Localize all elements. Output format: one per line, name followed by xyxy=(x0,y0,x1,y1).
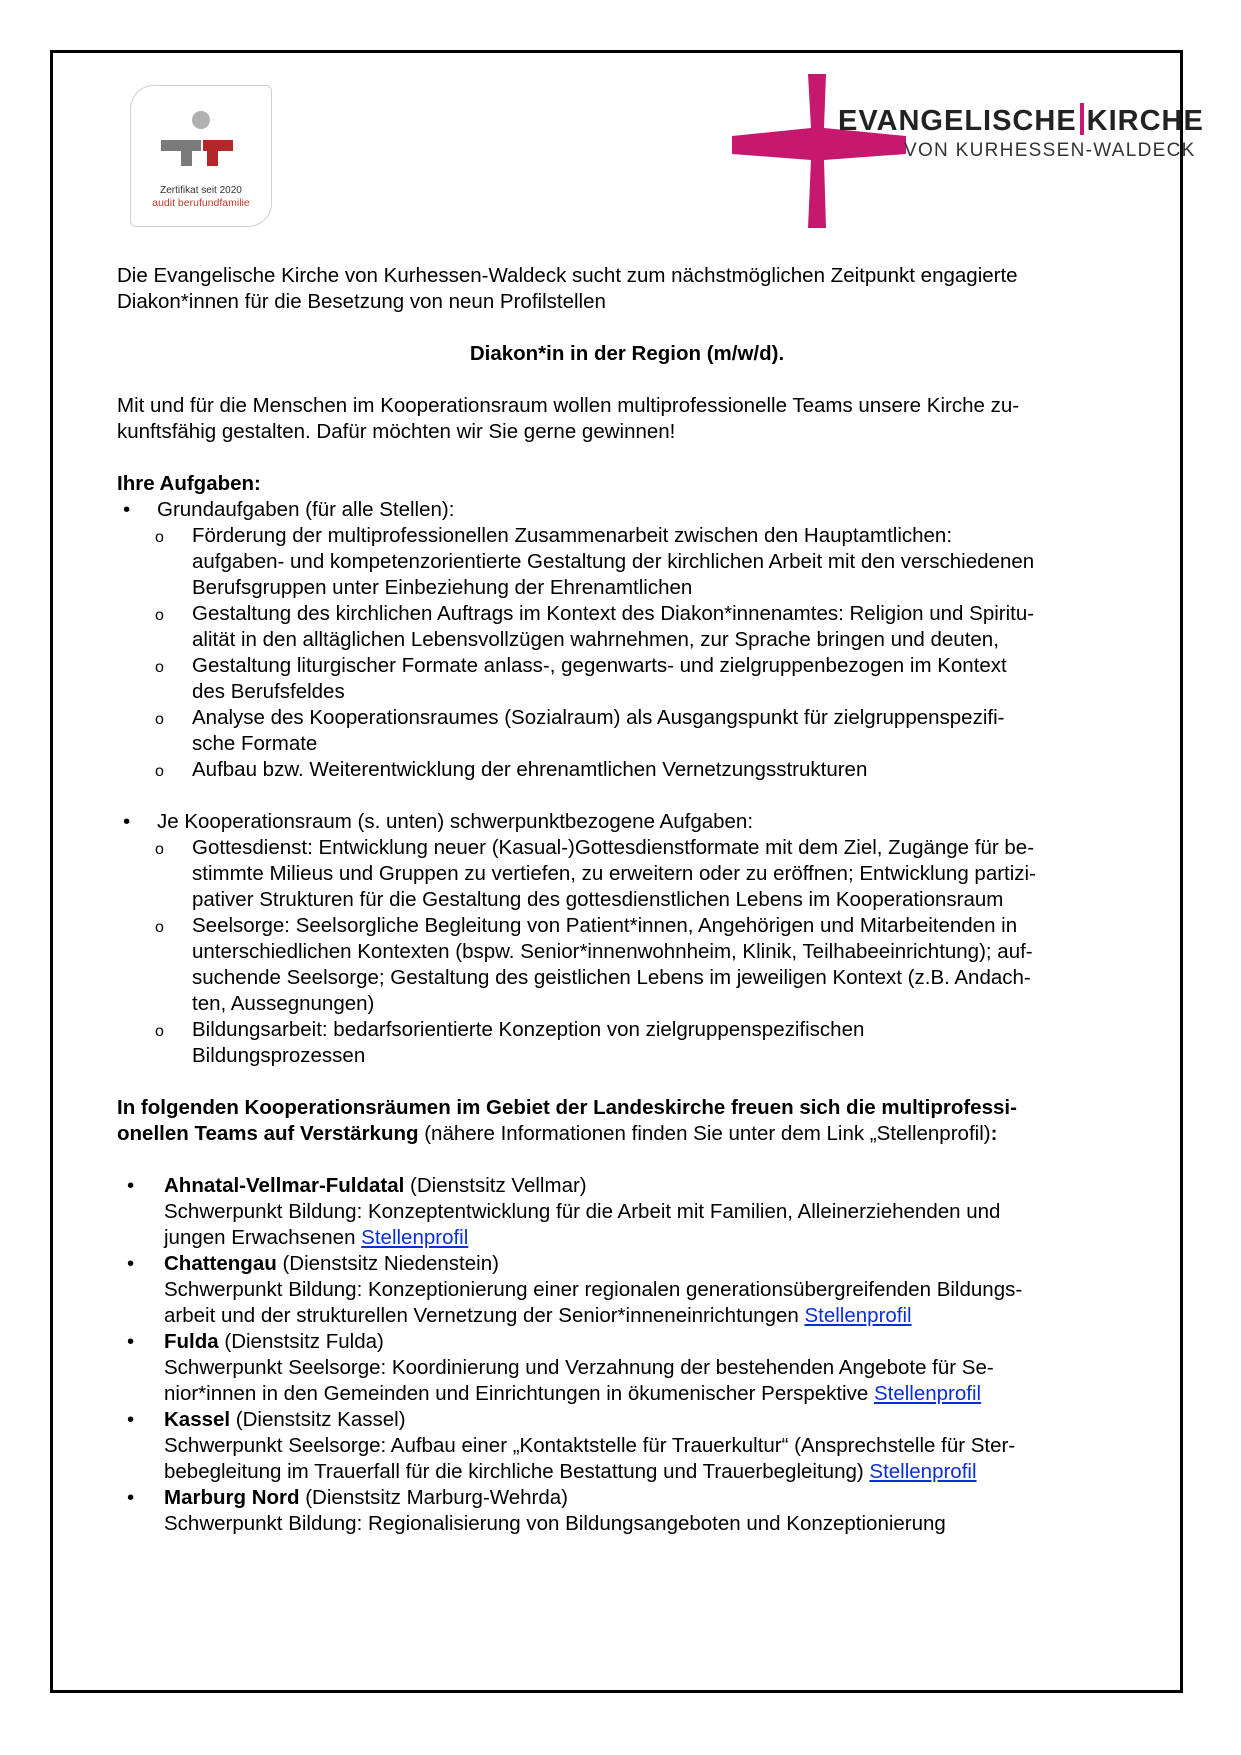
task-group-label: Grundaufgaben (für alle Stellen): xyxy=(157,498,455,521)
list-item: o Aufbau bzw. Weiterentwicklung der ehrenamtlichen Vernetzungsstrukturen xyxy=(117,757,1137,783)
mission-line: kunftsfähig gestalten. Dafür möchten wir Sie gerne gewinnen! xyxy=(117,420,676,443)
list-item: o Gestaltung liturgischer Formate anlass-, gegenwarts- und zielgruppenbezogen im Kontext des Berufsfeldes xyxy=(155,654,1007,703)
circle-bullet-icon: o xyxy=(155,659,164,676)
bullet-icon: • xyxy=(127,1486,135,1509)
job-title: Diakon*in in der Region (m/w/d). xyxy=(469,342,785,365)
list-item: o Förderung der multiprofessionellen Zusammenarbeit zwischen den Hauptamtlichen: aufgaben- und kompetenzorientierte Gestaltung der kirchlichen Arbeit mit den verschiedenen Berufsgruppen unter Einbeziehung der Ehrenamtlichen xyxy=(155,524,1035,599)
logo-divider xyxy=(1080,103,1084,135)
circle-bullet-icon: o xyxy=(155,841,164,858)
circle-bullet-icon: o xyxy=(155,529,164,546)
circle-bullet-icon: o xyxy=(155,607,164,624)
region-item: • Marburg Nord (Dienstsitz Marburg-Wehrda) Schwerpunkt Bildung: Regionalisierung von Bildungsangeboten und Konzeptionierung xyxy=(127,1486,946,1535)
bullet-icon: • xyxy=(127,1330,135,1353)
region-item: • Kassel (Dienstsitz Kassel) Schwerpunkt Seelsorge: Aufbau einer „Kontaktstelle für Trauerkultur“ (Ansprechstelle für Ster- bebegleitung im Trauerfall für die kirchliche Bestattung und Trauerbegleitung) Stellenprofil xyxy=(127,1408,1016,1483)
cert-caption: Zertifikat seit 2020 xyxy=(160,185,242,196)
circle-bullet-icon: o xyxy=(155,763,164,780)
stellenprofil-link[interactable]: Stellenprofil xyxy=(873,1382,982,1405)
region-name: Fulda xyxy=(164,1330,219,1353)
cross-icon xyxy=(730,72,908,230)
audit-berufundfamilie-logo xyxy=(130,85,272,227)
cert-brand: audit berufundfamilie xyxy=(152,197,250,209)
intro-line: Diakon*innen für die Besetzung von neun Profilstellen xyxy=(117,290,606,313)
bullet-icon: • xyxy=(127,1408,135,1431)
list-item: o Gottesdienst: Entwicklung neuer (Kasual-)Gottesdienstformate mit dem Ziel, Zugänge für be- stimmte Milieus und Gruppen zu vertiefen, zu erweitern oder zu eröffnen; Entwicklung partizi- pativer Strukturen für die Gestaltung des gottesdienstlichen Lebens im Kooperationsraum xyxy=(155,836,1036,911)
region-item: • Fulda (Dienstsitz Fulda) Schwerpunkt Seelsorge: Koordinierung und Verzahnung der bestehenden Angebote für Se- nior*innen in den Gemeinden und Einrichtungen in ökumenischer Perspektive Stellenprofil xyxy=(127,1330,994,1405)
bullet-icon: • xyxy=(127,1252,135,1275)
church-name xyxy=(838,103,1204,138)
church-region: VON KURHESSEN-WALDECK xyxy=(904,140,1196,161)
stellenprofil-link[interactable]: Stellenprofil xyxy=(869,1460,977,1483)
stellenprofil-link[interactable]: Stellenprofil xyxy=(804,1304,912,1327)
bullet-icon: • xyxy=(127,1174,135,1197)
region-name: Ahnatal-Vellmar-Fuldatal xyxy=(164,1174,405,1197)
list-item: o Seelsorge: Seelsorgliche Begleitung von Patient*innen, Angehörigen und Mitarbeitenden in unterschiedlichen Kontexten (bspw. Senior*innenwohnheim, Klinik, Teilhabeeinrichtung); auf- suchende Seelsorge; Gestaltung des geistlichen Lebens im jeweiligen Kontext (z.B. Andach- ten, Aussegnungen) xyxy=(155,914,1033,1015)
task-group-focus xyxy=(117,809,1137,835)
job-posting xyxy=(117,263,1137,1537)
list-item: o Gestaltung des kirchlichen Auftrags im Kontext des Diakon*innenamtes: Religion und Spiritu- alität in den alltäglichen Lebensvollzügen wahrnehmen, zur Sprache bringen und deuten, xyxy=(155,602,1035,651)
basic-task-list xyxy=(117,523,1137,783)
list-item: o Bildungsarbeit: bedarfsorientierte Konzeption von zielgruppenspezifischen Bildungsprozessen xyxy=(155,1018,865,1067)
list-item: o Analyse des Kooperationsraumes (Sozialraum) als Ausgangspunkt für zielgruppenspezifi- sche Formate xyxy=(155,706,1005,755)
region-name: Kassel xyxy=(164,1408,231,1431)
region-item: • Ahnatal-Vellmar-Fuldatal (Dienstsitz Vellmar) Schwerpunkt Bildung: Konzeptentwicklung für die Arbeit mit Familien, Alleinerziehenden und jungen Erwachsenen Stellenprofil xyxy=(127,1174,1001,1249)
tasks-heading: Ihre Aufgaben: xyxy=(117,472,261,495)
mission-line: Mit und für die Menschen im Kooperationsraum wollen multiprofessionelle Teams unsere Kirche zu- xyxy=(117,394,1020,417)
region-item: • Chattengau (Dienstsitz Niedenstein) Schwerpunkt Bildung: Konzeptionierung einer regionalen generationsübergreifenden Bildungs- arbeit und der strukturellen Vernetzung der Senior*inneneinrichtungen Stellenprofil xyxy=(127,1252,1023,1327)
bullet-icon: • xyxy=(123,810,131,833)
bullet-icon: • xyxy=(123,498,131,521)
stellenprofil-link[interactable]: Stellenprofil xyxy=(361,1226,469,1249)
intro-line: Die Evangelische Kirche von Kurhessen-Waldeck sucht zum nächstmöglichen Zeitpunkt engagierte xyxy=(117,264,1018,287)
church-word-2: KIRCHE xyxy=(1086,105,1204,137)
regions-intro: In folgenden Kooperationsräumen im Gebiet der Landeskirche freuen sich die multiprofessi- onellen Teams auf Verstärkung (nähere Informationen finden Sie unter dem Link „Stellenprofil): xyxy=(117,1096,1017,1145)
circle-bullet-icon: o xyxy=(155,919,164,936)
focus-task-list xyxy=(117,835,1137,1069)
region-name: Chattengau xyxy=(164,1252,277,1275)
task-group-label: Je Kooperationsraum (s. unten) schwerpunktbezogene Aufgaben: xyxy=(157,810,754,833)
circle-bullet-icon: o xyxy=(155,711,164,728)
task-group-basic xyxy=(117,497,1137,523)
region-list xyxy=(117,1173,1137,1537)
church-word-1: EVANGELISCHE xyxy=(838,105,1077,137)
region-name: Marburg Nord xyxy=(164,1486,300,1509)
circle-bullet-icon: o xyxy=(155,1023,164,1040)
